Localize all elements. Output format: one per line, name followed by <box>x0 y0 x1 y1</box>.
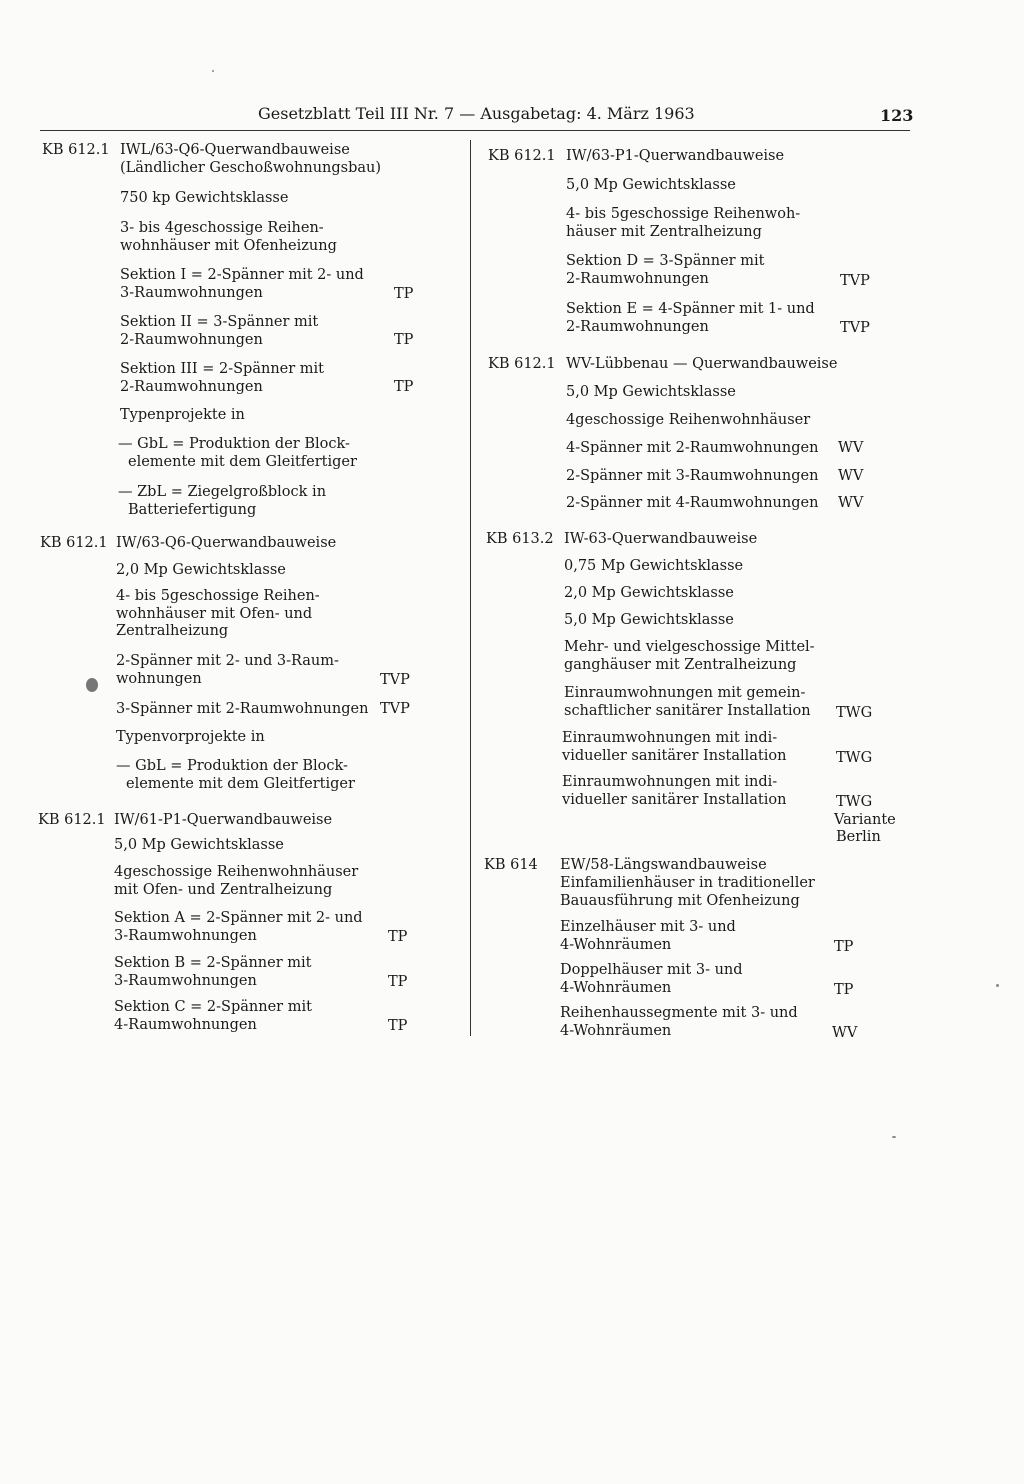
scan-speck <box>996 984 999 987</box>
list-item: 4- bis 5geschossige Reihenwoh- häuser mit Zentralheizung <box>566 206 801 240</box>
entry-code: KB 614 <box>484 857 538 873</box>
list-item: Typenprojekte in <box>120 407 245 423</box>
type-code: TP <box>388 974 408 990</box>
type-code: TP <box>388 1018 408 1034</box>
list-item: Sektion B = 2-Spänner mit 3-Raumwohnungen <box>114 955 312 989</box>
list-item: 4- bis 5geschossige Reihen- wohnhäuser mit Ofen- und Zentralheizung <box>116 588 320 639</box>
list-item: Sektion I = 2-Spänner mit 2- und 3-Raumwohnungen <box>120 267 364 301</box>
list-item: Einzelhäuser mit 3- und 4-Wohnräumen <box>560 919 736 953</box>
entry-code: KB 613.2 <box>486 531 554 547</box>
list-item: Sektion E = 4-Spänner mit 1- und 2-Raumwohnungen <box>566 301 815 335</box>
entry-subtitle: (Ländlicher Geschoßwohnungsbau) <box>120 160 382 176</box>
entry-code: KB 612.1 <box>38 812 106 828</box>
list-item: 3-Spänner mit 2-Raumwohnungen <box>116 701 369 717</box>
list-item: Sektion III = 2-Spänner mit 2-Raumwohnungen <box>120 361 324 395</box>
list-item: 5,0 Mp Gewichtsklasse <box>566 177 736 193</box>
page-number: 123 <box>880 106 914 125</box>
entry-code: KB 612.1 <box>488 148 556 164</box>
list-item: Sektion II = 3-Spänner mit 2-Raumwohnungen <box>120 314 319 348</box>
list-item: Mehr- und vielgeschossige Mittel- ganghäuser mit Zentralheizung <box>564 639 815 673</box>
list-item: 750 kp Gewichtsklasse <box>120 190 289 206</box>
entry-title: IW/63-P1-Querwandbauweise <box>566 148 785 164</box>
list-item: 2-Spänner mit 3-Raumwohnungen <box>566 468 819 484</box>
type-code: TP <box>388 929 408 945</box>
type-code: TP <box>394 286 414 302</box>
type-code: TWG <box>836 750 873 766</box>
entry-subtitle: Bauausführung mit Ofenheizung <box>560 893 800 909</box>
list-item: Doppelhäuser mit 3- und 4-Wohnräumen <box>560 962 743 996</box>
list-item: Sektion A = 2-Spänner mit 2- und 3-Raumwohnungen <box>114 910 363 944</box>
list-item: 4-Spänner mit 2-Raumwohnungen <box>566 440 819 456</box>
scan-speck <box>86 678 98 692</box>
type-code: TP <box>394 379 414 395</box>
type-code: WV <box>838 440 864 456</box>
entry-title: IW/61-P1-Querwandbauweise <box>114 812 333 828</box>
entry-title: IW-63-Querwandbauweise <box>564 531 758 547</box>
list-item: 2,0 Mp Gewichtsklasse <box>564 585 734 601</box>
entry-title: IWL/63-Q6-Querwandbauweise <box>120 142 350 158</box>
list-item: 4geschossige Reihenwohnhäuser mit Ofen- und Zentralheizung <box>114 864 359 898</box>
list-item: Einraumwohnungen mit indi- vidueller sanitärer Installation <box>562 730 787 764</box>
type-code: TVP <box>840 320 870 336</box>
page-header <box>0 104 1024 128</box>
list-item: 3- bis 4geschossige Reihen- wohnhäuser mit Ofenheizung <box>120 220 337 254</box>
type-code: TP <box>834 939 854 955</box>
list-item: 2-Spänner mit 2- und 3-Raum- wohnungen <box>116 653 339 687</box>
list-item: Sektion D = 3-Spänner mit 2-Raumwohnungen <box>566 253 765 287</box>
list-item: 2,0 Mp Gewichtsklasse <box>116 562 286 578</box>
type-code: WV <box>832 1025 858 1041</box>
list-item: — ZbL = Ziegelgroßblock in Batteriefertigung <box>118 484 327 518</box>
type-code: TVP <box>380 701 410 717</box>
type-code: TVP <box>380 672 410 688</box>
column-divider <box>470 140 471 1036</box>
list-item: 5,0 Mp Gewichtsklasse <box>114 837 284 853</box>
type-code: TWG <box>836 705 873 721</box>
scan-speck <box>892 1136 896 1138</box>
list-item: 4geschossige Reihenwohnhäuser <box>566 412 811 428</box>
page-title: Gesetzblatt Teil III Nr. 7 — Ausgabetag: 4. März 1963 <box>258 104 695 123</box>
entry-title: IW/63-Q6-Querwandbauweise <box>116 535 337 551</box>
list-item: — GbL = Produktion der Block- elemente mit dem Gleitfertiger <box>116 758 355 792</box>
entry-subtitle: Einfamilienhäuser in traditioneller <box>560 875 815 891</box>
entry-title: EW/58-Längswandbauweise <box>560 857 767 873</box>
list-item: Einraumwohnungen mit gemein- schaftlicher sanitärer Installation <box>564 685 811 719</box>
scan-speck <box>212 70 214 72</box>
list-item: — GbL = Produktion der Block- elemente mit dem Gleitfertiger <box>118 436 357 470</box>
list-item: 5,0 Mp Gewichtsklasse <box>566 384 736 400</box>
list-item: Einraumwohnungen mit indi- vidueller sanitärer Installation <box>562 774 787 808</box>
type-code: TP <box>834 982 854 998</box>
entry-code: KB 612.1 <box>40 535 108 551</box>
list-item: Reihenhaussegmente mit 3- und 4-Wohnräumen <box>560 1005 798 1039</box>
type-code: TWG Variante Berlin <box>834 794 896 845</box>
type-code: TVP <box>840 273 870 289</box>
entry-code: KB 612.1 <box>42 142 110 158</box>
header-rule <box>40 130 910 131</box>
entry-code: KB 612.1 <box>488 356 556 372</box>
type-code: TP <box>394 332 414 348</box>
list-item: 5,0 Mp Gewichtsklasse <box>564 612 734 628</box>
list-item: Sektion C = 2-Spänner mit 4-Raumwohnungen <box>114 999 312 1033</box>
list-item: 2-Spänner mit 4-Raumwohnungen <box>566 495 819 511</box>
list-item: Typenvorprojekte in <box>116 729 265 745</box>
type-code: WV <box>838 495 864 511</box>
entry-title: WV-Lübbenau — Querwandbauweise <box>566 356 838 372</box>
type-code: WV <box>838 468 864 484</box>
list-item: 0,75 Mp Gewichtsklasse <box>564 558 744 574</box>
